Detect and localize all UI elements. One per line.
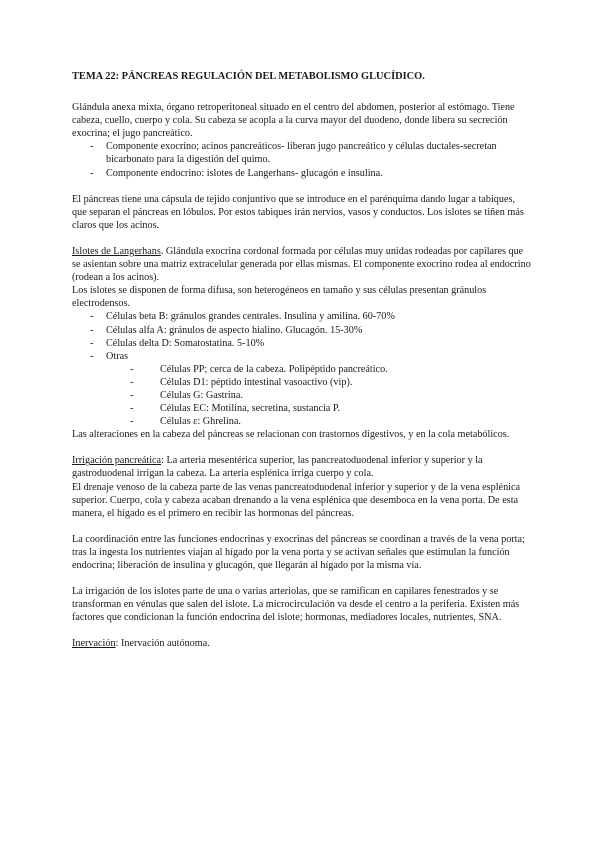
components-list bbox=[72, 140, 532, 179]
list-item: - Células delta D: Somatostatina. 5-10% bbox=[72, 337, 532, 350]
list-item: - Células G: Gastrina. bbox=[72, 389, 532, 402]
islet-irrigation-paragraph: La irrigación de los islotes parte de una o varias arteriolas, que se ramifican en capilares fenestrados y se transforman en vénulas que salen del islote. La microcirculación va desde el centro a la periferia. Existen más factores que condicionan la función endocrina del islote; hormonas, mediadores locales, nutrientes, SNA. bbox=[72, 586, 520, 624]
cell-types-list bbox=[72, 310, 532, 362]
other-cells-list bbox=[72, 363, 532, 428]
list-item: - Células D1: péptido intestinal vasoactivo (vip). bbox=[72, 376, 532, 389]
list-item: - Células PP; cerca de la cabeza. Polipéptido pancreático. bbox=[72, 363, 532, 376]
document-page bbox=[72, 70, 532, 650]
drainage-paragraph: El drenaje venoso de la cabeza parte de las venas pancreatoduodenal inferior y superior y de la vena esplénica superior. Cuerpo, cola y cabeza acaban drenando a la vena esplénica que desemboca en la vena porta. De esta manera, el hígado es el primero en recibir las hormonas del páncreas. bbox=[72, 481, 521, 519]
list-item: - Otras bbox=[72, 350, 532, 363]
list-item: - Células alfa A: gránulos de aspecto hialino. Glucagón. 15-30% bbox=[72, 324, 532, 337]
alterations-paragraph: Las alteraciones en la cabeza del páncreas se relacionan con trastornos digestivos, y en la cola metabólicos. bbox=[72, 429, 510, 441]
list-item: - Células EC: Motilina, secretina, sustancia P. bbox=[72, 402, 532, 415]
intro-paragraph: Glándula anexa mixta, órgano retroperitoneal situado en el centro del abdomen, posterior al estómago. Tiene cabeza, cuello, cuerpo y cola. Su cabeza se acopla a la curva mayor del duodeno, donde libera su secreción exocrina; el jugo pancreático. bbox=[72, 102, 515, 140]
irrigation-heading: Irrigación pancreática bbox=[72, 455, 162, 467]
list-item: - Células ε: Ghrelina. bbox=[72, 415, 532, 428]
coordination-paragraph: La coordinación entre las funciones endocrinas y exocrinas del páncreas se coordinan a través de la vena porta; tras la ingesta los nutrientes viajan al hígado por la vena porta y se activan señales que estimulan la función endocrina; liberación de insulina y glucagón, que llegarán al hígado por la misma vía. bbox=[72, 533, 525, 571]
list-item: - Componente exocrino; acinos pancreáticos- liberan jugo pancreático y células ductales-secretan bicarbonato para la digestión del quimo. bbox=[72, 140, 532, 166]
islets-distribution: Los islotes se disponen de forma difusa, son heterogéneos en tamaño y sus células presentan gránulos electrodensos. bbox=[72, 285, 487, 310]
islets-text: . Glándula exocrina cordonal formada por células muy unidas rodeadas por capilares que se asientan sobre una matriz extracelular generada por ellas mismas. El componente exocrino rodea al endocrino (rodean a los acinos). bbox=[72, 245, 531, 284]
islets-heading: Islotes de Langerhans bbox=[72, 245, 161, 257]
capsule-paragraph: El páncreas tiene una cápsula de tejido conjuntivo que se introduce en el parénquima dando lugar a tabiques, que separan el páncreas en lóbulos. Por estos tabiques irán nervios, vasos y conductos. Los islotes se tiñen más claros que los acinos. bbox=[72, 193, 524, 231]
page-title: TEMA 22: PÁNCREAS REGULACIÓN DEL METABOLISMO GLUCÍDICO. bbox=[72, 71, 425, 82]
list-item: - Componente endocrino: islotes de Langerhans- glucagón e insulina. bbox=[72, 167, 532, 180]
list-item: - Células beta B: gránulos grandes centrales. Insulina y amilina. 60-70% bbox=[72, 310, 532, 323]
irrigation-text: : La arteria mesentérica superior, las pancreatoduodenal inferior y superior y la gastroduodenal irrigan la cabeza. La arteria esplénica irriga cuerpo y cola. bbox=[72, 455, 483, 480]
irrigation-paragraph bbox=[72, 454, 532, 480]
islets-paragraph bbox=[72, 245, 532, 284]
innervation-paragraph bbox=[72, 637, 532, 650]
innervation-heading: Inervación bbox=[72, 638, 116, 650]
innervation-text: : Inervación autónoma. bbox=[115, 638, 210, 650]
